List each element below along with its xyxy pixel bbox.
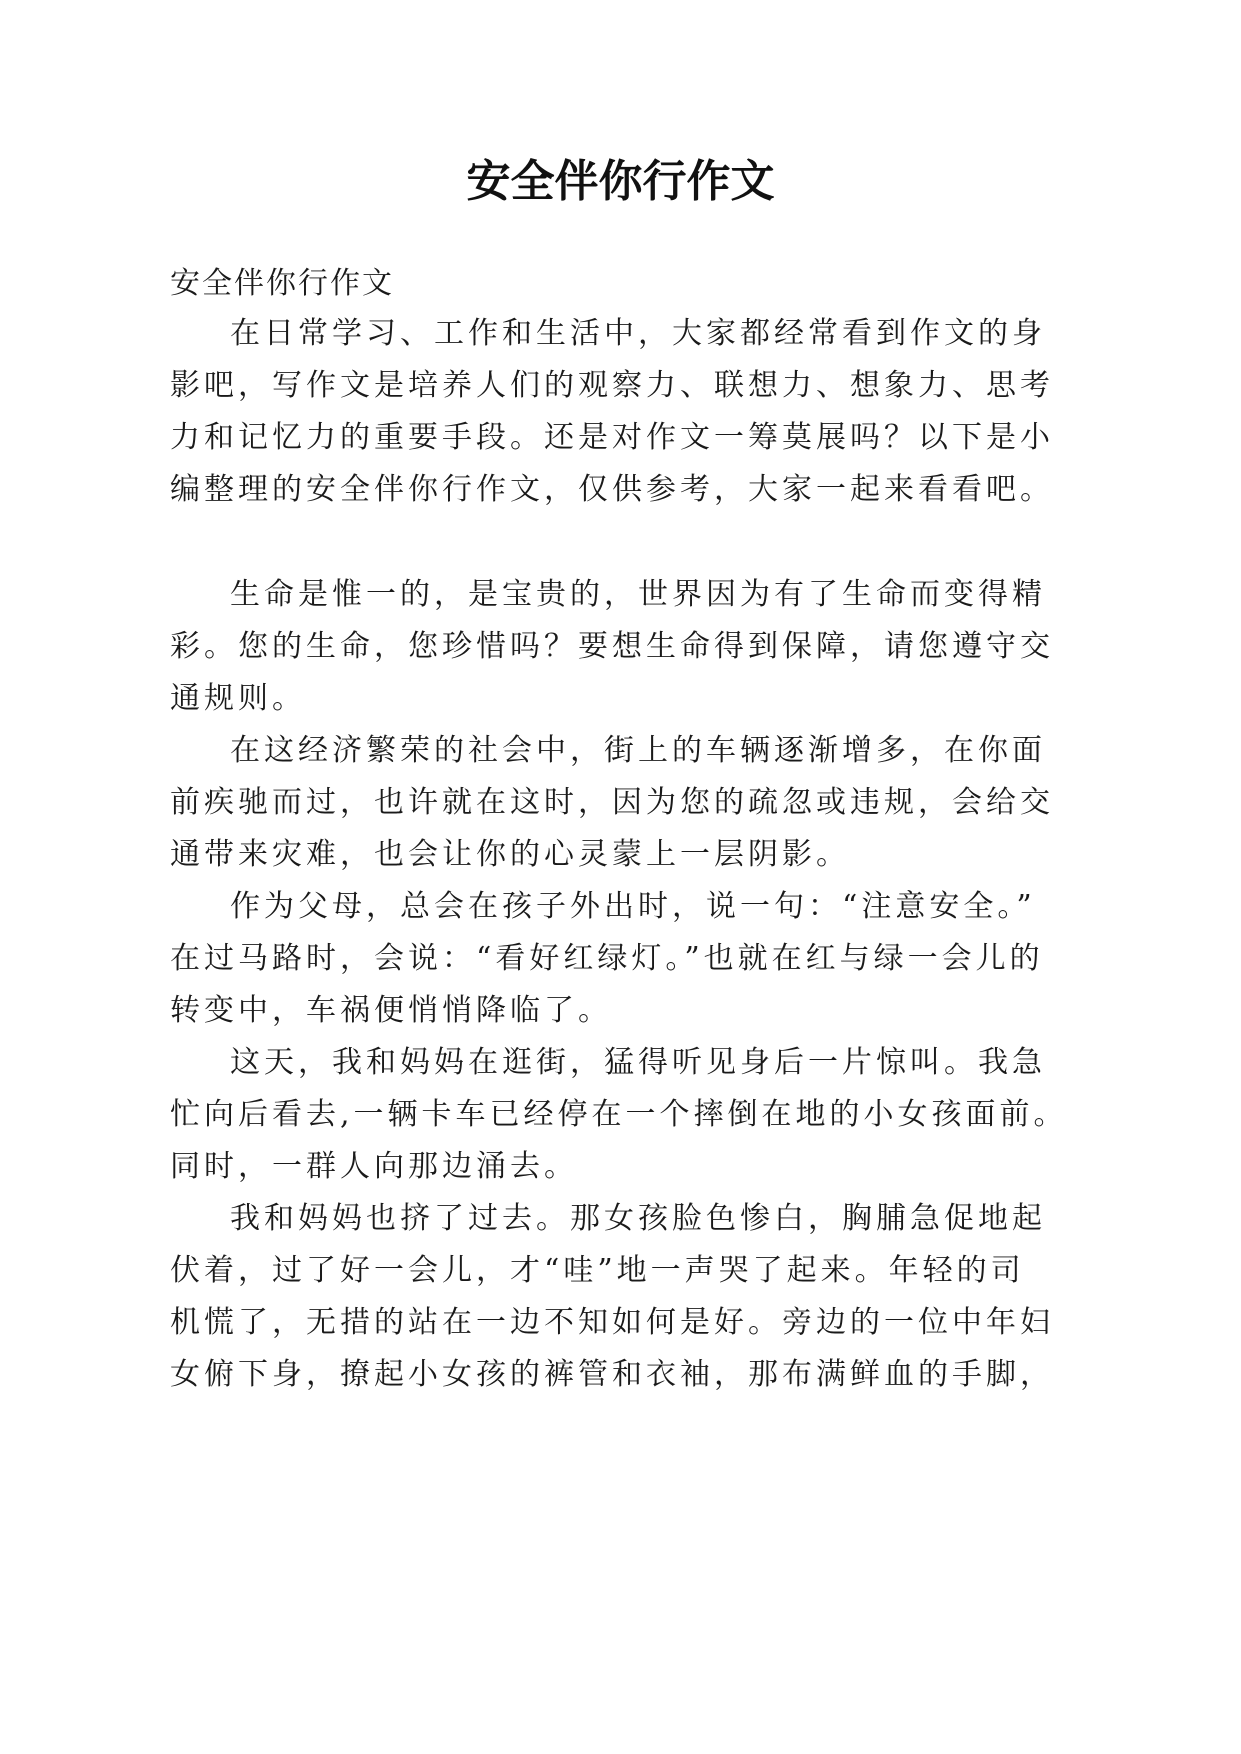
paragraph-line: 编整理的安全伴你行作文，仅供参考，大家一起来看看吧。 [170,472,1054,507]
paragraph-line: 我和妈妈也挤了过去。那女孩脸色惨白，胸脯急促地起 [230,1201,1046,1236]
paragraph-line: 前疾驰而过，也许就在这时，因为您的疏忽或违规，会给交 [170,785,1054,820]
paragraph-line: 彩。您的生命，您珍惜吗？要想生命得到保障，请您遵守交 [170,629,1054,664]
paragraph-line: 作为父母，总会在孩子外出时，说一句：“注意安全。” [230,889,1036,924]
paragraph-line: 通规则。 [170,681,306,716]
paragraph-line: 女俯下身，撩起小女孩的裤管和衣袖，那布满鲜血的手脚， [170,1357,1054,1392]
paragraph-line: 生命是惟一的，是宝贵的，世界因为有了生命而变得精 [230,577,1046,612]
paragraph-line: 忙向后看去,一辆卡车已经停在一个摔倒在地的小女孩面前。 [170,1097,1068,1132]
document-title: 安全伴你行作文 [466,156,775,207]
paragraph-line: 通带来灾难，也会让你的心灵蒙上一层阴影。 [170,837,850,872]
paragraph-line: 在日常学习、工作和生活中，大家都经常看到作文的身 [230,316,1046,351]
paragraph-line: 机慌了，无措的站在一边不知如何是好。旁边的一位中年妇 [170,1305,1054,1340]
essay-subtitle: 安全伴你行作文 [170,266,394,301]
paragraph-line: 力和记忆力的重要手段。还是对作文一筹莫展吗？以下是小 [170,420,1054,455]
paragraph-line: 伏着，过了好一会儿，才“哇”地一声哭了起来。年轻的司 [170,1253,1025,1288]
paragraph-line: 在过马路时，会说：“看好红绿灯。”也就在红与绿一会儿的 [170,941,1044,976]
paragraph-line: 转变中，车祸便悄悄降临了。 [170,993,612,1028]
paragraph-line: 同时，一群人向那边涌去。 [170,1149,578,1184]
paragraph-line: 影吧，写作文是培养人们的观察力、联想力、想象力、思考 [170,368,1054,403]
paragraph-line: 在这经济繁荣的社会中，街上的车辆逐渐增多，在你面 [230,733,1046,768]
paragraph-line: 这天，我和妈妈在逛街，猛得听见身后一片惊叫。我急 [230,1045,1046,1080]
